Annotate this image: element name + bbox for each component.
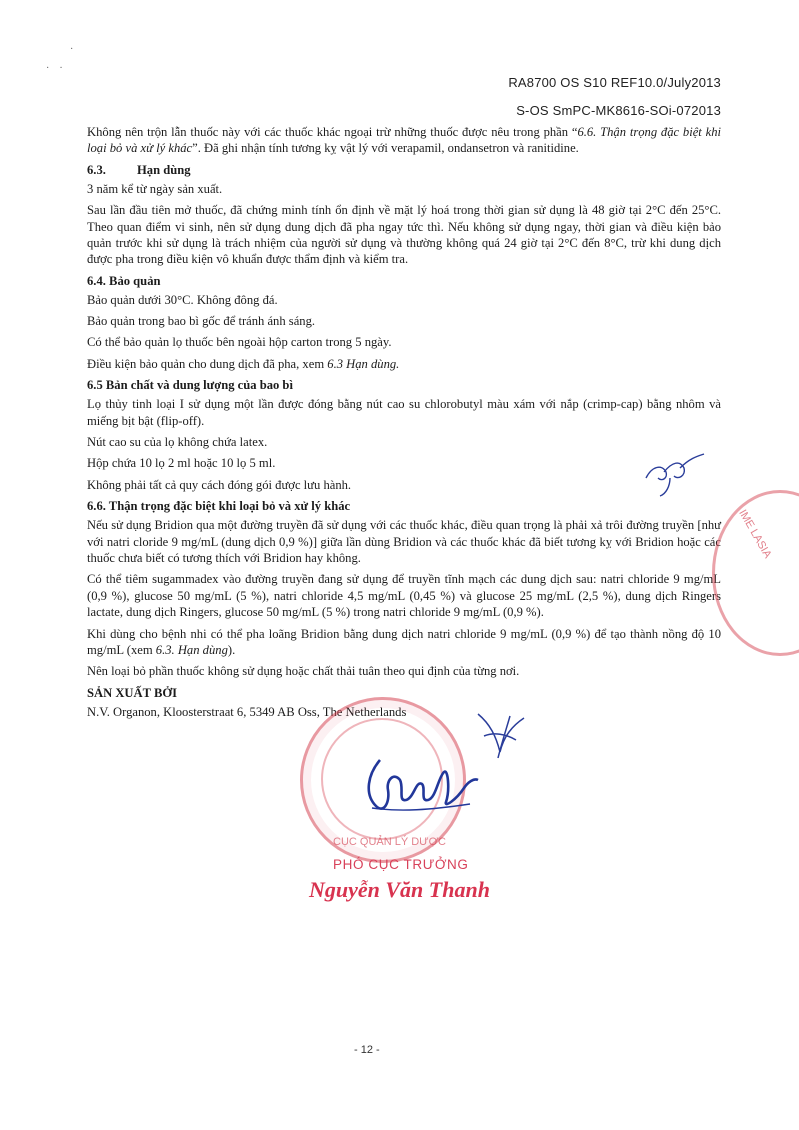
page-number: - 12 - (354, 1044, 380, 1056)
section-heading-6-6: 6.6. Thận trọng đặc biệt khi loại bỏ và xử lý khác (87, 499, 351, 514)
section-reference: 6.3 Hạn dùng. (327, 356, 400, 371)
section-reference: 6.3. Hạn dùng (155, 642, 228, 657)
container-paragraph: Lọ thủy tinh loại I sử dụng một lần được đóng bằng nút cao su chlorobutyl màu xám với nắp (crimp-cap) bằng nhôm và miếng bịt bật (flip-off). (87, 397, 721, 428)
scan-artifact: · · (46, 63, 63, 74)
container-paragraph: Hộp chứa 10 lọ 2 ml hoặc 10 lọ 5 ml. (87, 456, 276, 471)
section-heading-6-4: 6.4. Bảo quản (87, 273, 161, 288)
container-paragraph: Nút cao su của lọ không chứa latex. (87, 435, 268, 449)
stability-paragraph: Sau lần đầu tiên mở thuốc, đã chứng minh tính ổn định về mặt lý hoá trong thời gian sử dụng là 48 giờ tại 2°C đến 25°C. Theo quan điểm vi sinh, nên sử dụng dung dịch đã pha ngay tức thì. Nếu không sử dụng ngay, thời gian và điều kiện bảo quản trước khi sử dụng là trách nhiệm của người sử dụng và thường không quá 24 giờ tại 2°C đến 8°C, trừ khi dung dịch được pha trong điều kiện vô khuẩn được thẩm định và kiểm tra. (87, 203, 721, 267)
document-body (87, 124, 721, 722)
stamp-lettering: IME LASIA (736, 507, 774, 561)
intro-paragraph: Không nên trộn lẫn thuốc này với các thuốc khác ngoại trừ những thuốc được nêu trong phần “6.6. Thận trọng đặc biệt khi loại bỏ và xử lý khác”. Đã ghi nhận tính tương kỵ vật lý với verapamil, ondansetron và ranitidine. (87, 125, 721, 156)
storage-line: Bảo quản dưới 30°C. Không đông đá. (87, 292, 278, 307)
container-paragraph: Không phải tất cả quy cách đóng gói được lưu hành. (87, 477, 352, 492)
shelf-life-paragraph: 3 năm kể từ ngày sản xuất. (87, 181, 223, 196)
handling-paragraph: Khi dùng cho bệnh nhi có thể pha loãng Bridion bằng dung dịch natri chloride 9 mg/mL (0,9 %) để tạo thành nồng độ 10 mg/mL (xem 6.3. Hạn dùng). (87, 626, 721, 657)
handling-paragraph: Nên loại bỏ phần thuốc không sử dụng hoặc chất thải tuân theo qui định của từng nơi. (87, 664, 520, 679)
official-stamp-partial (712, 490, 799, 656)
handling-paragraph: Nếu sử dụng Bridion qua một đường truyền đã sử dụng với các thuốc khác, điều quan trọng là phải xả trôi đường truyền [như với natri cloride 9 mg/mL (dung dịch 0,9 %)] giữa lần dùng Bridion và các thuốc khác đã biết tương kỵ với Bridion hoặc các thuốc chưa biết có tương thích với Bridion hay không. (87, 518, 721, 565)
section-heading-6-5: 6.5 Bản chất và dung lượng của bao bì (87, 378, 293, 393)
storage-line: Bảo quản trong bao bì gốc để tránh ánh sáng. (87, 314, 316, 329)
director-signature-icon (360, 750, 480, 820)
stamp-lettering: CỤC QUẢN LÝ DƯỢC (333, 836, 446, 848)
signatory-name: Nguyễn Văn Thanh (309, 877, 490, 902)
manufacturer-address: N.V. Organon, Kloosterstraat 6, 5349 AB Oss, The Netherlands (87, 704, 407, 719)
section-heading-6-3: 6.3. Hạn dùng (87, 162, 191, 177)
initials-signature-icon (640, 448, 710, 498)
document-reference: RA8700 OS S10 REF10.0/July2013 (508, 75, 721, 90)
manufacturer-heading: SẢN XUẤT BỞI (87, 685, 178, 700)
section-reference: 6.6. Thận trọng đặc biệt khi loại bỏ và xử lý khác (87, 125, 721, 156)
handling-paragraph: Có thể tiêm sugammadex vào đường truyền đang sử dụng để truyền tĩnh mạch các dung dịch sau: natri chloride 9 mg/mL (0,9 %), glucose 50 mg/mL (5 %), natri chloride 4,5 mg/mL (0,45 %) và glucose 25 mg/mL (2,5 %), dung dịch Ringers lactate, dung dịch Ringers, glucose 50 mg/mL (5 %) trong natri chloride 9 mg/mL (0,9 %). (87, 572, 721, 620)
signatory-title: PHÓ CỤC TRƯỞNG (333, 857, 469, 872)
document-code: S-OS SmPC-MK8616-SOi-072013 (516, 103, 721, 118)
storage-line: Có thể bảo quản lọ thuốc bên ngoài hộp carton trong 5 ngày. (87, 335, 392, 350)
storage-line: Điều kiện bảo quản cho dung dịch đã pha, xem 6.3 Hạn dùng. (87, 356, 400, 371)
scan-artifact: · (70, 44, 74, 55)
